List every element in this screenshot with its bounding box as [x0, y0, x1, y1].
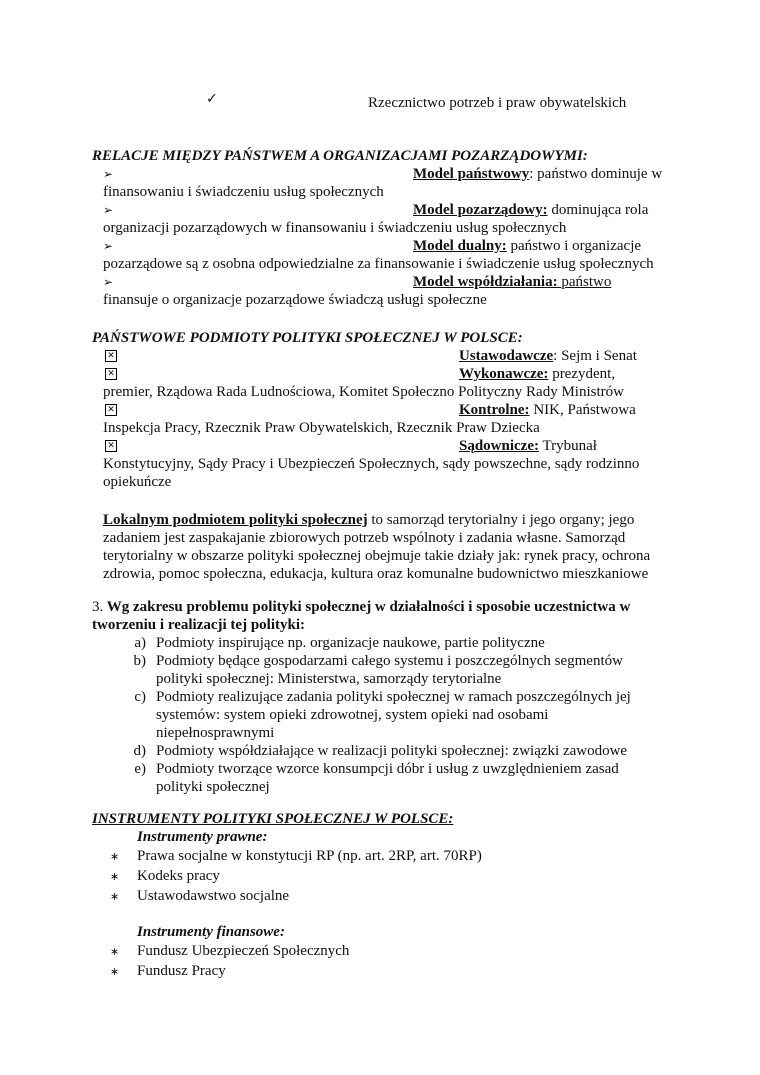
model-label: Model pozarządowy:	[413, 202, 548, 218]
model-text: państwo i organizacje	[506, 238, 642, 254]
scope-list	[126, 634, 686, 796]
scope-heading	[92, 598, 672, 634]
list-item	[110, 847, 610, 867]
model-label: Model dualny:	[413, 238, 507, 254]
list-item-text: Podmioty będące gospodarzami całego systemu i poszczególnych segmentów	[156, 653, 623, 669]
list-letter: c)	[134, 689, 146, 705]
list-item-continuation: organizacji pozarządowych w finansowaniu i świadczeniu usług społecznych	[103, 220, 567, 236]
checkbox-icon: ✕	[105, 350, 117, 362]
model-text: : państwo dominuje w	[529, 166, 663, 182]
relations-list	[103, 165, 683, 309]
entity-text: NIK, Państwowa	[529, 402, 636, 418]
instruments-heading: INSTRUMENTY POLITYKI SPOŁECZNEJ W POLSCE:	[92, 811, 454, 827]
list-item	[103, 165, 683, 183]
top-item-text: Rzecznictwo potrzeb i praw obywatelskich	[368, 95, 627, 111]
local-paragraph	[103, 511, 683, 583]
state-entities-heading: PAŃSTWOWE PODMIOTY POLITYKI SPOŁECZNEJ W POLSCE:	[92, 330, 523, 346]
list-item	[126, 634, 686, 652]
list-item-text: niepełnosprawnymi	[156, 725, 275, 741]
legal-instruments-title: Instrumenty prawne:	[137, 829, 268, 845]
list-item	[103, 201, 683, 219]
list-item-continuation: opiekuńcze	[103, 474, 172, 490]
entity-label: Kontrolne:	[459, 402, 530, 418]
list-item	[126, 742, 686, 760]
list-item	[110, 962, 610, 982]
financial-instruments-title: Instrumenty finansowe:	[137, 924, 285, 940]
paragraph-line	[103, 511, 683, 529]
list-item-text: Podmioty tworzące wzorce konsumpcji dóbr i usług z uwzględnieniem zasad	[156, 761, 619, 777]
entity-label: Ustawodawcze	[459, 348, 554, 364]
checkbox-icon: ✕	[105, 404, 117, 416]
checkbox-icon: ✕	[105, 368, 117, 380]
scope-heading-text: Wg zakresu problemu polityki społecznej w działalności i sposobie uczestnictwa w	[103, 599, 631, 615]
list-item-continuation: Konstytucyjny, Sądy Pracy i Ubezpieczeń Społecznych, sądy powszechne, sądy rodzinno	[103, 456, 640, 472]
list-item	[103, 437, 703, 455]
list-item-continuation: finansuje o organizacje pozarządowe świadczą usługi społeczne	[103, 292, 487, 308]
list-item	[126, 760, 686, 796]
checkbox-icon: ✕	[105, 440, 117, 452]
arrow-bullet-icon: ➢	[103, 275, 114, 289]
list-item-text: polityki społecznej: Ministerstwa, samorządy terytorialne	[156, 671, 502, 687]
asterisk-bullet-icon: ∗	[110, 850, 120, 863]
list-item	[126, 688, 686, 742]
list-item-text: Fundusz Pracy	[137, 963, 226, 979]
list-item-continuation: Inspekcja Pracy, Rzecznik Praw Obywatelskich, Rzecznik Praw Dziecka	[103, 420, 540, 436]
financial-instruments-list	[110, 942, 610, 982]
list-item	[110, 942, 610, 962]
paragraph-line: zadaniem jest zaspakajanie zbiorowych potrzeb wspólnoty i zadania własne. Samorząd	[103, 530, 626, 546]
entity-text: prezydent,	[548, 366, 616, 382]
paragraph-line: zdrowia, pomoc społeczna, edukacja, kultura oraz komunalne budownictwo mieszkaniowe	[103, 566, 649, 582]
relations-heading: RELACJE MIĘDZY PAŃSTWEM A ORGANIZACJAMI POZARZĄDOWYMI:	[92, 148, 588, 164]
model-text: dominująca rola	[547, 202, 649, 218]
entity-label: Wykonawcze:	[459, 366, 549, 382]
list-item-text: polityki społecznej	[156, 779, 270, 795]
list-item-continuation: premier, Rządowa Rada Ludnościowa, Komitet Społeczno Polityczny Rady Ministrów	[103, 384, 624, 400]
legal-instruments-list	[110, 847, 610, 907]
asterisk-bullet-icon: ∗	[110, 870, 120, 883]
list-item-text: systemów: system opieki zdrowotnej, system opieki nad osobami	[156, 707, 549, 723]
list-item-continuation: pozarządowe są z osobna odpowiedzialne za finansowanie i świadczenie usług społecznych	[103, 256, 654, 272]
arrow-bullet-icon: ➢	[103, 203, 114, 217]
list-item-text: Podmioty inspirujące np. organizacje naukowe, partie polityczne	[156, 635, 545, 651]
list-item	[103, 237, 683, 255]
arrow-bullet-icon: ➢	[103, 167, 114, 181]
model-label: Model państwowy	[413, 166, 530, 182]
asterisk-bullet-icon: ∗	[110, 945, 120, 958]
list-item-text: Podmioty współdziałające w realizacji polityki społecznej: związki zawodowe	[156, 743, 628, 759]
state-entities-list	[103, 347, 703, 491]
list-item-text: Ustawodawstwo socjalne	[137, 888, 290, 904]
list-letter: e)	[134, 761, 146, 777]
local-label: Lokalnym podmiotem polityki społecznej	[103, 512, 368, 528]
list-item-text: Kodeks pracy	[137, 868, 220, 884]
scope-number: 3.	[92, 599, 104, 615]
model-label: Model współdziałania:	[413, 274, 562, 290]
scope-heading-line	[92, 598, 672, 616]
arrow-bullet-icon: ➢	[103, 239, 114, 253]
paragraph-line: terytorialny w obszarze polityki społecznej obejmuje takie działy jak: rynek pracy, ochrona	[103, 548, 651, 564]
list-item-text: Prawa socjalne w konstytucji RP (np. art. 2RP, art. 70RP)	[137, 848, 482, 864]
list-item-continuation: finansowaniu i świadczeniu usług społecznych	[103, 184, 384, 200]
check-icon: ✓	[206, 91, 218, 107]
list-item	[103, 347, 703, 365]
asterisk-bullet-icon: ∗	[110, 965, 120, 978]
local-text: to samorząd terytorialny i jego organy; jego	[367, 512, 635, 528]
list-item	[103, 365, 703, 383]
scope-heading-line: tworzeniu i realizacji tej polityki:	[92, 617, 306, 633]
list-item-text: Fundusz Ubezpieczeń Społecznych	[137, 943, 350, 959]
list-letter: b)	[133, 653, 146, 669]
model-text: państwo	[561, 274, 612, 290]
entity-text: Trybunał	[539, 438, 597, 454]
entity-label: Sądownicze:	[459, 438, 539, 454]
asterisk-bullet-icon: ∗	[110, 890, 120, 903]
list-item	[103, 273, 683, 291]
entity-text: : Sejm i Senat	[553, 348, 637, 364]
list-item	[110, 887, 610, 907]
list-item	[110, 867, 610, 887]
list-item	[103, 401, 703, 419]
list-item-text: Podmioty realizujące zadania polityki społecznej w ramach poszczególnych jej	[156, 689, 631, 705]
list-item	[126, 652, 686, 688]
list-letter: d)	[133, 743, 146, 759]
list-letter: a)	[134, 635, 146, 651]
